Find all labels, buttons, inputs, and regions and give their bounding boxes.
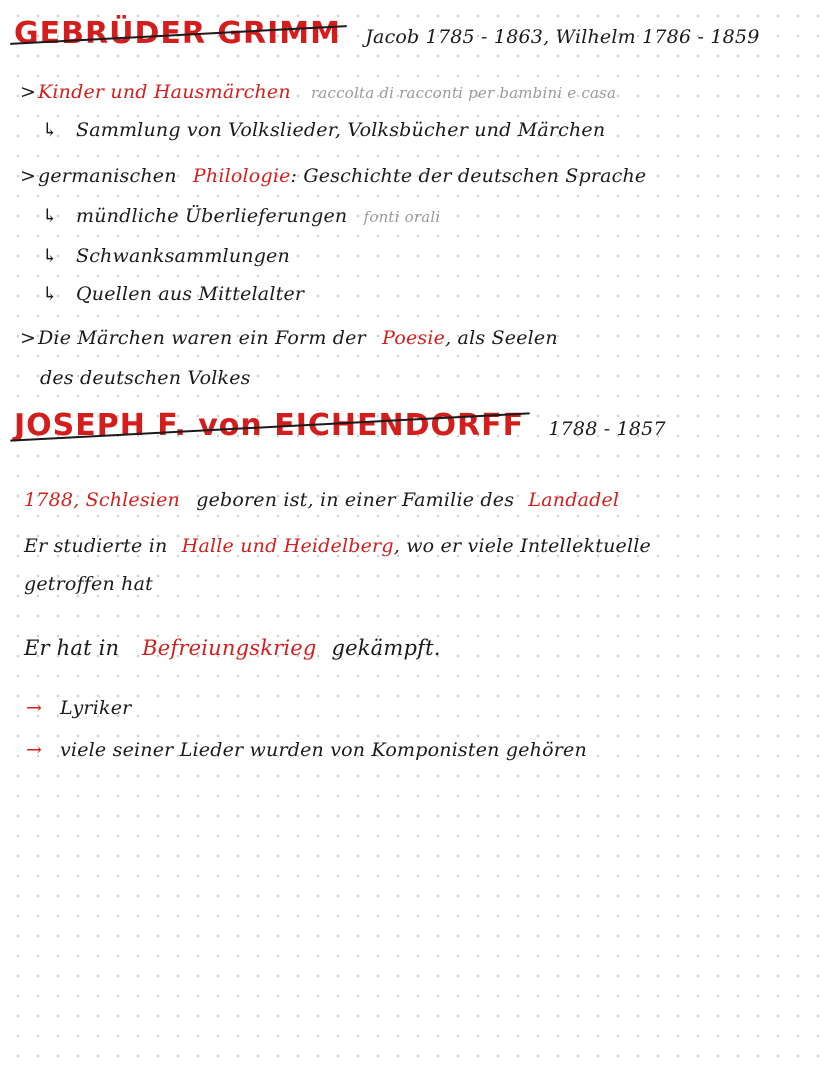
margin-note: fonti orali [363,208,441,226]
highlight-text: Befreiungskrieg [142,636,317,660]
highlight-text: Halle und Heidelberg [181,535,394,557]
highlight-text: Poesie [382,327,446,349]
note-line: des deutschen Volkes [40,367,251,389]
note-line: >germanischen Philologie: Geschichte der deutschen Sprache [20,165,647,187]
section1-dates: Jacob 1785 - 1863, Wilhelm 1786 - 1859 [365,26,760,48]
note-line: Er hat in Befreiungskrieg gekämpft. [24,636,441,660]
note-line: → viele seiner Lieder wurden von Komponisten gehören [26,739,587,761]
note-line: ↳ mündliche Überlieferungen fonti orali [42,205,441,227]
note-line: getroffen hat [24,573,153,595]
highlight-text: Philologie [192,165,291,187]
section2-title: JOSEPH F. von EICHENDORFF [14,408,525,443]
note-line: ↳ Sammlung von Volkslieder, Volksbücher und Märchen [42,119,606,141]
note-line: 1788, Schlesien geboren ist, in einer Familie des Landadel [24,489,620,511]
note-line: Er studierte in Halle und Heidelberg, wo er viele Intellektuelle [24,535,651,557]
section2-heading [14,408,666,443]
section1-title: GEBRÜDER GRIMM [14,16,341,51]
arrow-icon: → [26,697,43,719]
note-line: ↳ Quellen aus Mittelalter [42,283,305,305]
highlight-text: Landadel [528,489,620,511]
section1-heading [14,16,760,51]
note-line: >Die Märchen waren ein Form der Poesie, als Seelen [20,327,558,349]
arrow-icon: → [26,739,43,761]
section2-dates: 1788 - 1857 [548,418,666,440]
highlight-text: Kinder und Hausmärchen [38,81,291,103]
margin-note: raccolta di racconti per bambini e casa [311,84,617,102]
highlight-text: 1788, Schlesien [24,489,180,511]
note-line: → Lyriker [26,697,132,719]
note-line: >Kinder und Hausmärchen raccolta di racconti per bambini e casa [20,81,617,103]
note-line: ↳ Schwanksammlungen [42,245,290,267]
